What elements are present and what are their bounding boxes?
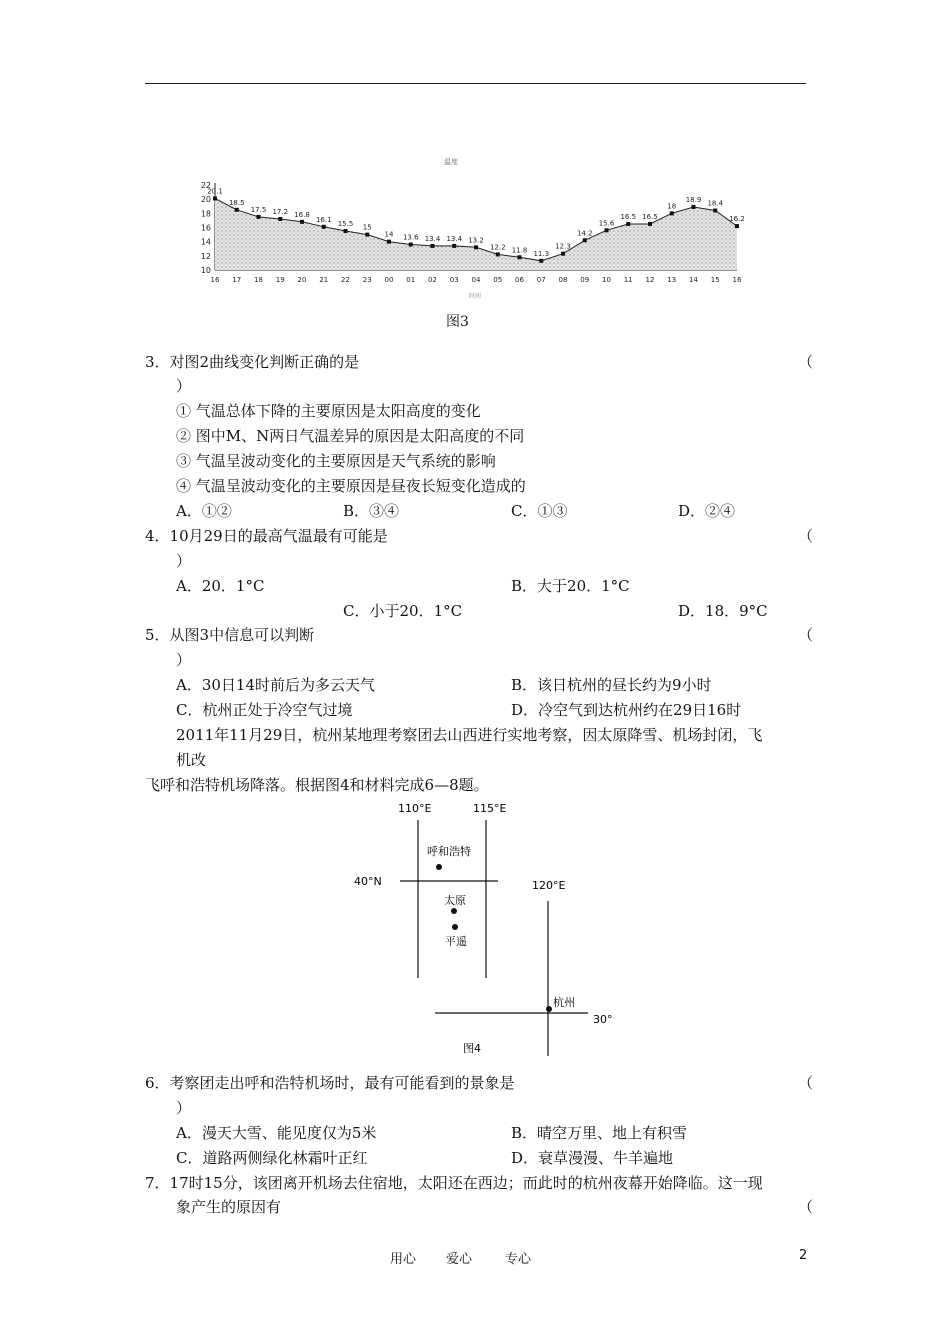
city-taiyuan-label: 太原 — [444, 894, 466, 907]
data-point — [561, 252, 565, 256]
data-label: 11.8 — [511, 246, 528, 255]
q3-option-c: C．①③ — [511, 502, 568, 520]
q6-option-b: B．晴空万里、地上有积雪 — [511, 1124, 688, 1142]
q6-option-a: A．漫天大雪、能见度仅为5米 — [176, 1124, 377, 1142]
x-tick-label: 19 — [275, 276, 285, 284]
data-point — [344, 229, 348, 233]
city-hangzhou-label: 杭州 — [553, 996, 575, 1009]
header-rule — [145, 83, 806, 84]
data-point — [692, 205, 696, 209]
x-tick-label: 03 — [449, 276, 459, 284]
q6-paren-close: ） — [176, 1099, 192, 1117]
q4-option-d: D．18．9°C — [678, 602, 768, 620]
x-tick-label: 02 — [428, 276, 437, 284]
q3-stem: 3．对图2曲线变化判断正确的是 — [145, 353, 360, 371]
data-point — [452, 244, 456, 248]
footer-text-1: 用心 — [390, 1252, 417, 1267]
data-label: 15 — [362, 223, 372, 232]
y-tick-label: 14 — [200, 237, 211, 247]
q5-option-c: C．杭州正处于冷空气过境 — [176, 701, 353, 719]
q3-item-3: ③ 气温呈波动变化的主要原因是天气系统的影响 — [176, 452, 496, 470]
city-taiyuan-dot — [451, 908, 457, 914]
q3-option-a: A．①② — [176, 502, 232, 520]
x-tick-label: 23 — [362, 276, 372, 284]
q5-stem: 5．从图3中信息可以判断 — [145, 626, 315, 644]
data-label: 18.5 — [228, 198, 245, 207]
city-pingyao-label: 平遥 — [445, 935, 467, 948]
lon-115-label: 115°E — [473, 802, 507, 815]
q5-option-b: B．该日杭州的昼长约为9小时 — [511, 676, 712, 694]
q4-option-c: C．小于20．1°C — [343, 602, 463, 620]
y-tick-label: 12 — [200, 251, 211, 261]
x-tick-label: 08 — [558, 276, 568, 284]
q4-option-a: A．20．1°C — [176, 577, 265, 595]
data-point — [539, 259, 543, 263]
data-point — [518, 255, 522, 259]
x-tick-label: 04 — [471, 276, 481, 284]
footer-text-3: 专心 — [505, 1252, 532, 1267]
x-tick-label: 06 — [515, 276, 524, 284]
q4-option-b: B．大于20．1°C — [511, 577, 630, 595]
x-tick-label: 21 — [319, 276, 329, 284]
x-tick-label: 00 — [384, 276, 394, 284]
y-tick-label: 16 — [200, 223, 211, 233]
data-label: 14.2 — [576, 229, 593, 238]
data-label: 18 — [667, 202, 677, 211]
city-hohhot-label: 呼和浩特 — [427, 845, 471, 858]
data-point — [670, 211, 674, 215]
q6-option-d: D．衰草漫漫、牛羊遍地 — [511, 1149, 674, 1167]
x-tick-label: 20 — [297, 276, 307, 284]
q7-paren-open: （ — [798, 1198, 814, 1216]
y-tick-label: 18 — [200, 209, 211, 219]
data-label: 13.4 — [446, 234, 463, 243]
data-point — [713, 209, 717, 213]
data-label: 14 — [384, 230, 394, 239]
data-label: 17.2 — [272, 208, 289, 216]
q5-option-d: D．冷空气到达杭州约在29日16时 — [511, 701, 742, 719]
data-label: 20.1 — [207, 187, 223, 196]
lon-120-label: 120°E — [532, 879, 566, 892]
data-point — [409, 243, 413, 247]
y-tick-label: 10 — [200, 266, 211, 275]
q4-paren-open: （ — [798, 527, 814, 545]
q3-option-d: D．②④ — [678, 502, 736, 520]
footer-text-2: 爱心 — [446, 1252, 473, 1267]
figure3-chart — [185, 150, 745, 300]
data-label: 13.4 — [424, 234, 441, 243]
data-label: 15.5 — [337, 220, 354, 229]
data-point — [257, 215, 261, 219]
chart-title: 温度 — [444, 158, 458, 166]
q3-paren-open: （ — [798, 353, 814, 371]
data-label: 16.5 — [620, 212, 637, 221]
page-number: 2 — [799, 1248, 808, 1263]
lat-30-label: 30° — [593, 1013, 613, 1026]
q7-stem-2: 象产生的原因有 — [176, 1198, 282, 1216]
data-label: 18.9 — [685, 195, 702, 204]
lat-40-label: 40°N — [354, 875, 382, 888]
city-hangzhou-dot — [546, 1006, 552, 1012]
q3-item-4: ④ 气温呈波动变化的主要原因是昼夜长短变化造成的 — [176, 477, 526, 495]
data-point — [431, 244, 435, 248]
q3-item-2: ② 图中M、N两日气温差异的原因是太阳高度的不同 — [176, 427, 525, 445]
figure4-map — [350, 798, 620, 1058]
x-tick-label: 18 — [254, 276, 263, 284]
data-point — [365, 233, 369, 237]
q6-paren-open: （ — [798, 1074, 814, 1092]
x-tick-label: 16 — [732, 276, 742, 284]
data-point — [322, 225, 326, 229]
data-point — [735, 224, 739, 228]
data-point — [583, 238, 587, 242]
city-hohhot-dot — [436, 864, 442, 870]
data-point — [278, 217, 282, 221]
data-label: 16.2 — [729, 215, 745, 224]
data-label: 13.2 — [468, 236, 484, 245]
material-line-2: 机改 — [176, 751, 207, 769]
q6-option-c: C．道路两侧绿化林霜叶正红 — [176, 1149, 368, 1167]
x-tick-label: 22 — [341, 276, 350, 284]
x-tick-label: 16 — [210, 276, 220, 284]
data-label: 12.3 — [555, 242, 571, 251]
q4-paren-close: ） — [176, 552, 192, 570]
q3-item-1: ① 气温总体下降的主要原因是太阳高度的变化 — [176, 402, 481, 420]
y-tick-label: 22 — [200, 181, 211, 190]
x-tick-label: 01 — [406, 276, 416, 284]
city-pingyao-dot — [452, 924, 458, 930]
data-point — [605, 228, 609, 232]
data-point — [300, 220, 304, 224]
material-line-3: 飞呼和浩特机场降落。根据图4和材料完成6—8题。 — [145, 776, 489, 794]
data-point — [626, 222, 630, 226]
chart-x-axis-label: 时间 — [468, 293, 482, 300]
data-point — [496, 252, 500, 256]
x-tick-label: 07 — [536, 276, 546, 284]
data-point — [213, 196, 217, 200]
data-label: 12.2 — [489, 243, 506, 252]
x-tick-label: 12 — [645, 276, 655, 284]
figure4-caption: 图4 — [463, 1042, 481, 1055]
x-tick-label: 10 — [602, 276, 611, 284]
x-tick-label: 09 — [580, 276, 590, 284]
x-tick-label: 17 — [232, 276, 242, 284]
data-label: 18.4 — [707, 199, 724, 208]
data-label: 17.5 — [250, 205, 267, 214]
q7-stem: 7．17时15分，该团离开机场去住宿地，太阳还在西边；而此时的杭州夜幕开始降临。这一现 — [145, 1174, 763, 1192]
q6-stem: 6．考察团走出呼和浩特机场时，最有可能看到的景象是 — [145, 1074, 515, 1092]
data-point — [387, 240, 391, 244]
data-label: 15.6 — [598, 219, 615, 228]
q5-option-a: A．30日14时前后为多云天气 — [176, 676, 376, 694]
q5-paren-open: （ — [798, 626, 814, 644]
figure3-caption: 图3 — [446, 314, 469, 330]
lon-110-label: 110°E — [398, 802, 432, 815]
x-tick-label: 11 — [623, 276, 633, 284]
q4-stem: 4．10月29日的最高气温最有可能是 — [145, 527, 388, 545]
data-label: 11.3 — [533, 249, 550, 258]
data-point — [648, 222, 652, 226]
x-tick-label: 15 — [710, 276, 720, 284]
material-line-1: 2011年11月29日，杭州某地理考察团去山西进行实地考察，因太原降雪、机场封闭，飞 — [176, 726, 763, 744]
y-tick-label: 20 — [200, 195, 211, 205]
q3-paren-close: ） — [176, 377, 192, 395]
temperature-area — [215, 199, 737, 271]
data-label: 16.5 — [642, 212, 658, 221]
x-tick-label: 05 — [493, 276, 503, 284]
data-label: 16.8 — [294, 210, 310, 219]
x-tick-label: 13 — [667, 276, 677, 284]
data-label: 16.1 — [315, 215, 332, 224]
data-point — [235, 208, 239, 212]
data-point — [474, 245, 478, 249]
q3-option-b: B．③④ — [343, 502, 400, 520]
data-label: 13.6 — [402, 233, 419, 242]
q5-paren-close: ） — [176, 651, 192, 669]
x-tick-label: 14 — [689, 276, 698, 284]
